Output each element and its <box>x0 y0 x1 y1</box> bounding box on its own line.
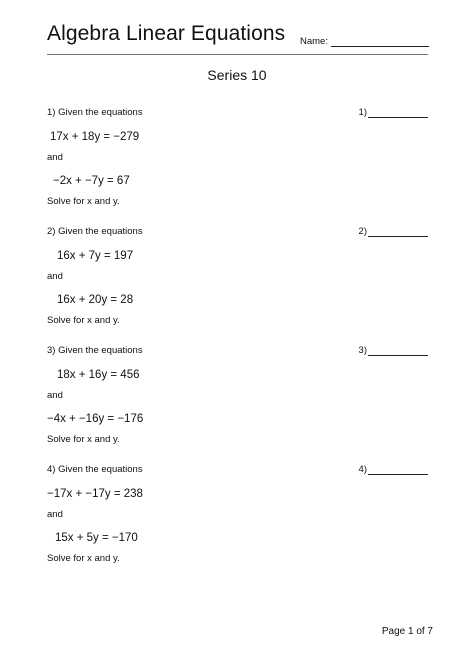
instruction: Solve for x and y. <box>47 315 120 326</box>
name-blank-line <box>331 37 429 47</box>
equation-1: 17x + 18y = −279 <box>50 131 140 143</box>
equation-2: 15x + 5y = −170 <box>55 532 138 544</box>
problem-prompt: 4) Given the equations <box>47 464 143 475</box>
name-field <box>300 36 429 47</box>
answer-field <box>359 345 428 356</box>
conjunction: and <box>47 390 63 401</box>
conjunction: and <box>47 509 63 520</box>
problem-1 <box>47 107 428 207</box>
problem-prompt: 1) Given the equations <box>47 107 143 118</box>
answer-field <box>359 226 428 237</box>
problem-3 <box>47 345 428 445</box>
instruction: Solve for x and y. <box>47 553 120 564</box>
answer-blank-line <box>368 109 428 118</box>
equation-1: −17x + −17y = 238 <box>47 488 143 500</box>
equation-1: 16x + 7y = 197 <box>57 250 134 262</box>
conjunction: and <box>47 271 63 282</box>
answer-label: 4) <box>358 464 367 475</box>
problem-prompt: 3) Given the equations <box>47 345 143 356</box>
equation-2: 16x + 20y = 28 <box>57 294 134 306</box>
instruction: Solve for x and y. <box>47 434 120 445</box>
answer-field <box>359 464 428 475</box>
page-number: Page 1 of 7 <box>381 626 433 637</box>
problem-prompt: 2) Given the equations <box>47 226 143 237</box>
problem-2 <box>47 226 428 326</box>
name-label: Name: <box>300 36 328 47</box>
page-title: Algebra Linear Equations <box>47 22 286 45</box>
answer-blank-line <box>368 466 428 475</box>
answer-label: 2) <box>358 226 367 237</box>
instruction: Solve for x and y. <box>47 196 120 207</box>
answer-blank-line <box>368 228 428 237</box>
answer-label: 1) <box>358 107 367 118</box>
equation-2: −2x + −7y = 67 <box>53 175 130 187</box>
problem-4 <box>47 464 428 564</box>
series-heading: Series 10 <box>207 67 267 83</box>
conjunction: and <box>47 152 63 163</box>
answer-field <box>359 107 428 118</box>
header-divider <box>47 54 428 55</box>
answer-label: 3) <box>358 345 367 356</box>
answer-blank-line <box>368 347 428 356</box>
equation-2: −4x + −16y = −176 <box>47 413 144 425</box>
equation-1: 18x + 16y = 456 <box>57 369 140 381</box>
